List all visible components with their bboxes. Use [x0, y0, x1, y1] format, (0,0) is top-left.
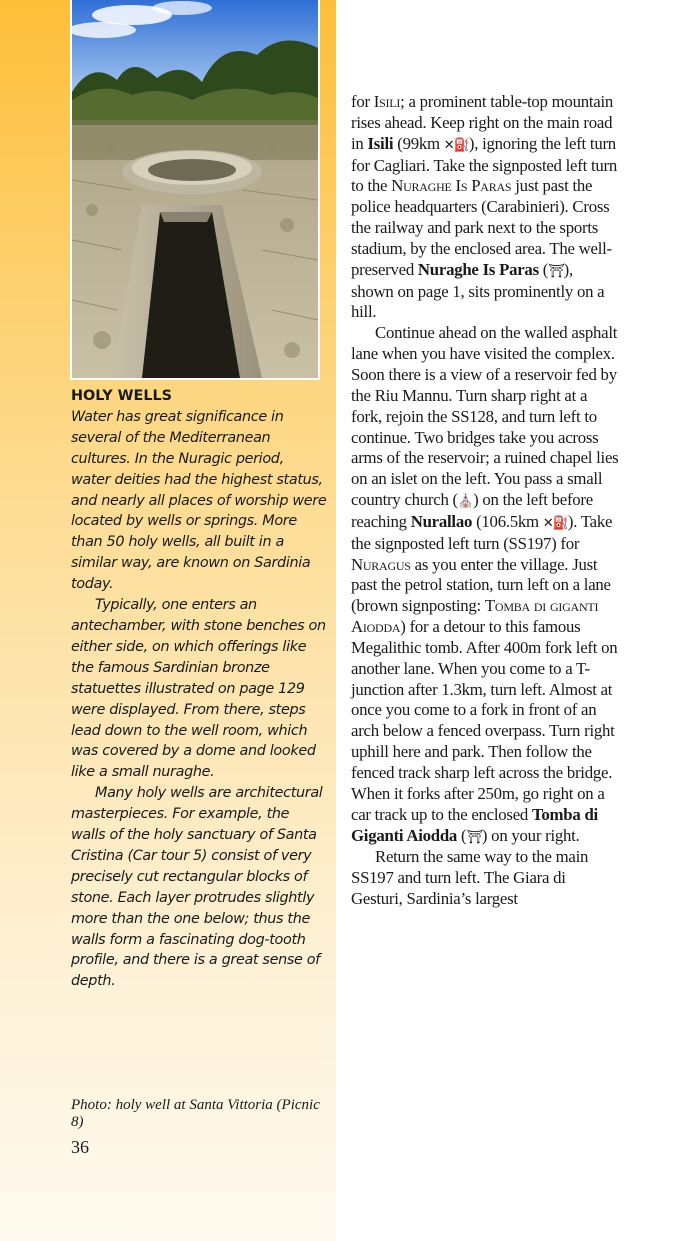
holy-well-photo: [70, 0, 320, 380]
text-run: ), ignoring the left turn for Cagliari. Take the signposted left turn to the: [351, 133, 617, 196]
text-run: Continue ahead on the walled asphalt lane when you have visited the complex. Soon there is a view of a reservoir fed by the Riu Mannu. Turn sharp right at a fork, rejoin the SS128, and turn left to continue. Two bridges take you across arms of the reservoir; a ruined chapel lies on an islet on the left. You pass a small country church (: [351, 323, 619, 510]
monument-icon: ⛩: [548, 262, 564, 278]
holy-wells-paragraph-2: [71, 595, 327, 783]
text-run: (99km: [393, 133, 444, 153]
restaurant-petrol-icon: ✕⛽: [542, 514, 568, 530]
text-run: ), shown on page 1, sits prominently on a hill.: [351, 259, 605, 322]
monument-icon: ⛩: [466, 828, 482, 844]
main-paragraph-2: [351, 323, 619, 847]
restaurant-petrol-icon: ✕⛽: [443, 136, 469, 152]
page-number: 36: [71, 1137, 89, 1157]
holy-wells-box: [71, 386, 327, 992]
text-run: just past the police headquarters (Carabinieri). Cross the railway and park next to the sports stadium, by the enclosed area. The well-preserved: [351, 176, 612, 279]
text-run: ) for a detour to this famous Megalithic tomb. After 400m fork left on another lane. When you come to a T-junction after 1.3km, turn left. Almost at once you come to a fork in front of an arch below a fenced overpass. Turn right uphill here and park. Then follow the fenced track sharp left across the bridge. When it forks after 250m, go right on a car track up to the enclosed: [351, 617, 618, 824]
text-run: ). Take the signposted left turn (SS197) for: [351, 511, 613, 553]
church-icon: ⛪: [457, 493, 474, 509]
text-run: ; a prominent table-top mountain rises ahead. Keep right on the main road in: [351, 92, 614, 153]
place-isili-smallcaps: Isili: [373, 92, 401, 111]
text-run: (: [457, 825, 467, 845]
nuraghe-word: nuraghe: [152, 764, 211, 781]
text-run: ) on your right.: [481, 825, 580, 845]
text-run: ) on the left before reaching: [351, 490, 593, 531]
place-nuraghe-is-paras: Nuraghe Is Paras: [417, 259, 539, 279]
sign-tomba-di-giganti-smallcaps: Tomba di giganti Aiodda: [351, 596, 599, 637]
place-nuraghe-is-paras-smallcaps: Nuraghe Is Paras: [391, 176, 512, 196]
text-run: for: [351, 92, 374, 111]
photo-holy-well-icon: [72, 0, 318, 378]
holy-wells-paragraph-1: Water has great significance in several of the Mediterranean cultures. In the Nuragic period, water deities had the highest status, and nearly all places of worship were located by wells or springs. More than 50 holy wells, all built in a similar way, are known on Sardinia today.: [71, 408, 327, 593]
paragraph-2-period: .: [210, 764, 215, 781]
holy-wells-paragraph-3: Many holy wells are architectural masterpieces. For example, the walls of the holy sanctuary of Santa Cristina (Car tour 5) consist of very precisely cut rectangular blocks of stone. Each layer protrudes slightly more than the one below; thus the walls form a fascinating dog-tooth profile, and there is a great sense of depth.: [71, 785, 323, 990]
place-isili: Isili: [367, 133, 394, 153]
text-run: (106.5km: [472, 511, 543, 531]
photo-caption: Photo: holy well at Santa Vittoria (Picnic 8): [71, 1097, 320, 1130]
place-nurallao: Nurallao: [410, 511, 473, 531]
text-run: (: [538, 259, 549, 279]
main-paragraph-3: Return the same way to the main SS197 and turn left. The Giara di Gesturi, Sardinia’s largest: [351, 847, 589, 909]
holy-wells-paragraph-2-text: Typically, one enters an antechamber, with stone benches on either side, on which offerings like the famous Sardinian bronze statuettes illustrated on page 129 were displayed. From there, steps lead down to the well room, which was covered by a dome and looked like a small: [71, 597, 326, 781]
place-tomba-di-giganti-aiodda: Tomba di Giganti Aiodda: [351, 804, 598, 845]
text-run: as you enter the village. Just past the petrol station, turn left on a lane (brown signposting:: [351, 554, 611, 616]
holy-wells-title: HOLY WELLS: [71, 388, 173, 404]
main-paragraph-1: [351, 92, 619, 323]
place-nuragus-smallcaps: Nuragus: [351, 554, 411, 574]
main-text-column: [351, 92, 619, 910]
